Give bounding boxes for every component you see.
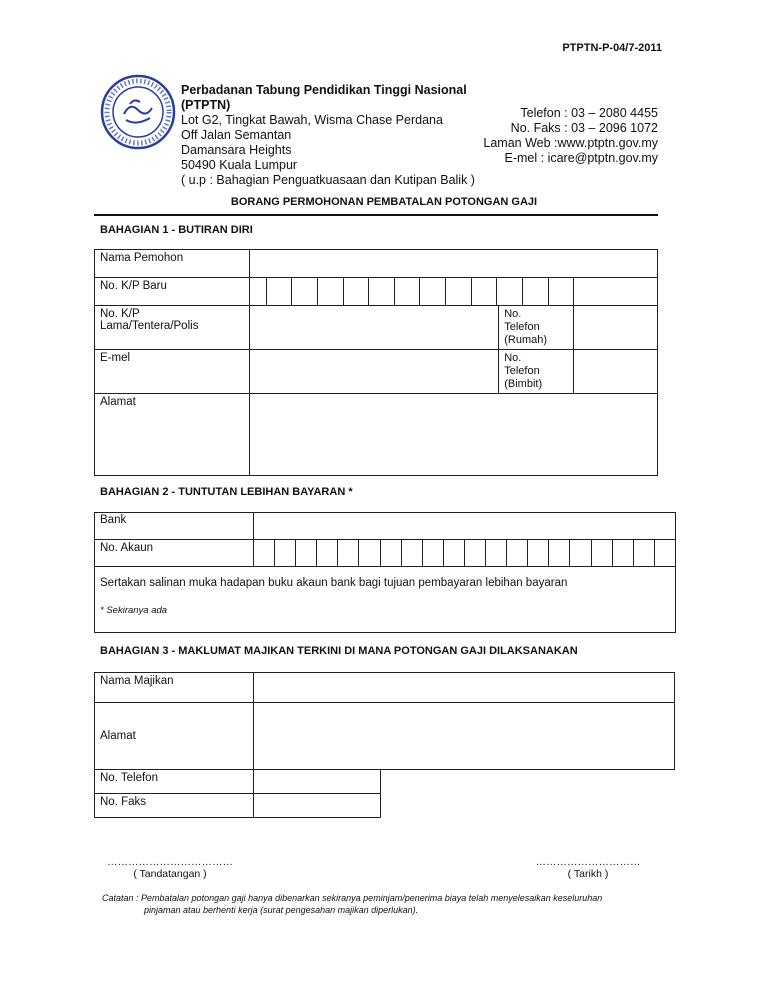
org-name: Perbadanan Tabung Pendidikan Tinggi Nasional: [181, 83, 467, 97]
contact-faks: No. Faks : 03 – 2096 1072: [510, 121, 658, 135]
kp-baru-digit-boxes[interactable]: [266, 278, 573, 306]
nama-majikan-field[interactable]: [253, 673, 674, 703]
tel-bimbit-label-line: No.: [504, 352, 522, 364]
majikan-faks-field[interactable]: [253, 794, 380, 818]
section3-heading: BAHAGIAN 3 - MAKLUMAT MAJIKAN TERKINI DI MANA POTONGAN GAJI DILAKSANAKAN: [100, 645, 578, 657]
majikan-alamat-label: Alamat: [95, 703, 254, 770]
catatan-note: [102, 892, 602, 916]
kp-lama-field[interactable]: [249, 306, 498, 350]
signature-line[interactable]: ………………………………: [107, 856, 233, 868]
section2-note: Sertakan salinan muka hadapan buku akaun bank bagi tujuan pembayaran lebihan bayaran: [100, 577, 568, 589]
kp-baru-spacer: [249, 278, 266, 306]
emel-field[interactable]: [249, 350, 498, 394]
tel-bimbit-label: [499, 350, 574, 394]
tel-rumah-label-line: Telefon: [504, 321, 540, 333]
form-title: BORANG PERMOHONAN PEMBATALAN POTONGAN GAJI: [230, 196, 538, 208]
section3-empty: [380, 794, 674, 818]
catatan-line: pinjaman atau berhenti kerja (surat pengesahan majikan diperlukan).: [144, 905, 419, 915]
tel-rumah-label-line: No.: [504, 308, 522, 320]
alamat-label: Alamat: [95, 394, 250, 476]
section2-footnote: * Sekiranya ada: [100, 605, 168, 616]
majikan-alamat-field[interactable]: [253, 703, 674, 770]
contact-email: E-mel : icare@ptptn.gov.my: [504, 151, 658, 165]
majikan-telefon-field[interactable]: [253, 770, 380, 794]
document-reference: PTPTN-P-04/7-2011: [562, 42, 662, 54]
org-address-line: Off Jalan Semantan: [181, 128, 292, 142]
tel-rumah-label-line: (Rumah): [504, 334, 548, 346]
section1-table: [94, 249, 658, 476]
kp-baru-extra-field[interactable]: [574, 278, 658, 306]
section3-table: [94, 672, 675, 818]
contact-web: Laman Web :www.ptptn.gov.my: [483, 136, 658, 150]
title-divider: [94, 214, 658, 216]
tel-bimbit-label-line: Telefon: [504, 365, 540, 377]
org-address-line: ( u.p : Bahagian Penguatkuasaan dan Kutipan Balik ): [181, 173, 475, 187]
bank-field[interactable]: [254, 513, 674, 539]
majikan-telefon-label: No. Telefon: [95, 770, 254, 794]
section3-empty: [380, 770, 674, 794]
signature-block: [104, 856, 236, 880]
tel-bimbit-field[interactable]: [574, 350, 658, 394]
section1-heading: BAHAGIAN 1 - BUTIRAN DIRI: [100, 224, 253, 236]
date-line[interactable]: …………………………: [535, 856, 641, 868]
majikan-faks-label: No. Faks: [95, 794, 254, 818]
tel-rumah-label: [499, 306, 574, 350]
tel-rumah-field[interactable]: [574, 306, 658, 350]
signature-label: ( Tandatangan ): [133, 868, 207, 880]
nama-pemohon-label: Nama Pemohon: [95, 250, 250, 278]
catatan-line: Catatan : Pembatalan potongan gaji hanya dibenarkan sekiranya peminjam/penerima biaya telah menyelesaikan keseluruhan: [102, 893, 603, 903]
contact-telefon: Telefon : 03 – 2080 4455: [520, 106, 658, 120]
org-address-line: Damansara Heights: [181, 143, 292, 157]
organisation-block: [181, 83, 475, 188]
contact-block: [483, 106, 658, 166]
nama-pemohon-field[interactable]: [249, 250, 657, 278]
section2-heading: BAHAGIAN 2 - TUNTUTAN LEBIHAN BAYARAN *: [100, 486, 353, 498]
akaun-digit-boxes[interactable]: [254, 540, 675, 566]
tel-bimbit-label-line: (Bimbit): [504, 378, 543, 390]
date-block: [530, 856, 646, 880]
emel-label: E-mel: [95, 350, 250, 394]
kp-lama-label-line: Lama/Tentera/Polis: [100, 320, 199, 332]
ptptn-logo: [100, 74, 176, 150]
org-acronym: (PTPTN): [181, 98, 231, 112]
kp-lama-label-line: No. K/P: [100, 308, 140, 320]
kp-lama-label: [95, 306, 250, 350]
alamat-field[interactable]: [249, 394, 657, 476]
kp-baru-label: No. K/P Baru: [95, 278, 250, 306]
bank-label: Bank: [100, 514, 127, 526]
nama-majikan-label: Nama Majikan: [95, 673, 254, 703]
org-address-line: Lot G2, Tingkat Bawah, Wisma Chase Perdana: [181, 113, 443, 127]
date-label: ( Tarikh ): [567, 868, 609, 880]
section2-row-divider: [94, 566, 675, 567]
akaun-label: No. Akaun: [100, 542, 154, 554]
org-address-line: 50490 Kuala Lumpur: [181, 158, 298, 172]
